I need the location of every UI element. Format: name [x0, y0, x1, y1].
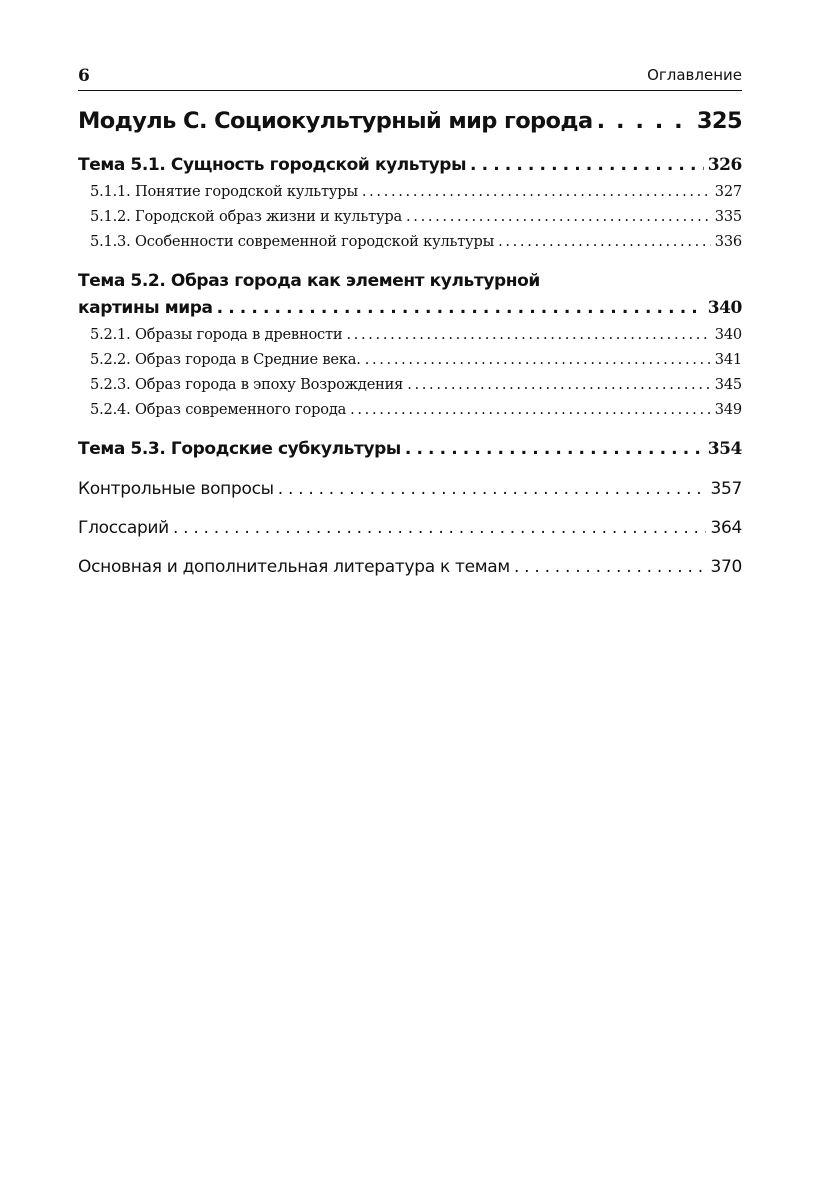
topic-page: 354: [707, 439, 742, 459]
dot-leader: [498, 233, 711, 250]
dot-leader: [597, 108, 693, 134]
toc-entry-topic[interactable]: [78, 155, 742, 175]
subsection-page: 336: [714, 233, 742, 250]
toc-entry-glossary[interactable]: [78, 518, 742, 538]
subsection-page: 327: [714, 183, 742, 200]
module-page: 325: [696, 108, 742, 134]
toc-entry-subsection[interactable]: [78, 401, 742, 418]
dot-leader: [350, 401, 711, 418]
subsection-title: 5.1.2. Городской образ жизни и культура: [90, 208, 403, 225]
entry-page: 364: [710, 518, 742, 538]
topic-page: 340: [707, 298, 742, 318]
subsection-page: 345: [714, 376, 742, 393]
toc-entry-review-questions[interactable]: [78, 479, 742, 499]
topic-title: Тема 5.3. Городские субкультуры: [78, 439, 401, 459]
toc-entry-topic[interactable]: [78, 298, 742, 318]
page-number: 6: [78, 66, 90, 86]
toc-entry-literature[interactable]: [78, 557, 742, 577]
subsection-page: 349: [714, 401, 742, 418]
dot-leader: [346, 326, 710, 343]
subsection-title: 5.1.3. Особенности современной городской культуры: [90, 233, 495, 250]
subsection-title: 5.1.1. Понятие городской культуры: [90, 183, 358, 200]
header-rule: [78, 90, 742, 91]
dot-leader: [514, 557, 706, 577]
dot-leader: [405, 439, 704, 459]
entry-title: Основная и дополнительная литература к темам: [78, 557, 510, 577]
dot-leader: [470, 155, 704, 175]
dot-leader: [365, 351, 711, 368]
page-header: [78, 66, 742, 88]
entry-title: Глоссарий: [78, 518, 169, 538]
topic-title-line2: картины мира: [78, 298, 213, 318]
topic-title: Тема 5.1. Сущность городской культуры: [78, 155, 467, 175]
module-title: Модуль С. Социокультурный мир города: [78, 108, 593, 134]
entry-page: 370: [710, 557, 742, 577]
dot-leader: [407, 376, 711, 393]
subsection-page: 341: [714, 351, 742, 368]
subsection-page: 340: [714, 326, 742, 343]
toc-entry-topic[interactable]: [78, 439, 742, 459]
toc-entry-subsection[interactable]: [78, 183, 742, 200]
toc-entry-subsection[interactable]: [78, 351, 742, 368]
toc-entry-subsection[interactable]: [78, 233, 742, 250]
subsection-title: 5.2.3. Образ города в эпоху Возрождения: [90, 376, 404, 393]
toc-entry-subsection[interactable]: [78, 376, 742, 393]
entry-page: 357: [710, 479, 742, 499]
toc-entry-subsection[interactable]: [78, 208, 742, 225]
subsection-title: 5.2.4. Образ современного города: [90, 401, 347, 418]
subsection-page: 335: [714, 208, 742, 225]
subsection-title: 5.2.1. Образы города в древности: [90, 326, 343, 343]
dot-leader: [362, 183, 711, 200]
topic-page: 326: [707, 155, 742, 175]
toc-entry-subsection[interactable]: [78, 326, 742, 343]
subsection-title: 5.2.2. Образ города в Средние века.: [90, 351, 361, 368]
dot-leader: [217, 298, 704, 318]
dot-leader: [173, 518, 707, 538]
toc-entry-module[interactable]: [78, 108, 742, 134]
entry-title: Контрольные вопросы: [78, 479, 274, 499]
dot-leader: [406, 208, 711, 225]
topic-title-line1[interactable]: Тема 5.2. Образ города как элемент культурной: [78, 271, 540, 291]
dot-leader: [278, 479, 707, 499]
running-title: Оглавление: [647, 66, 742, 84]
